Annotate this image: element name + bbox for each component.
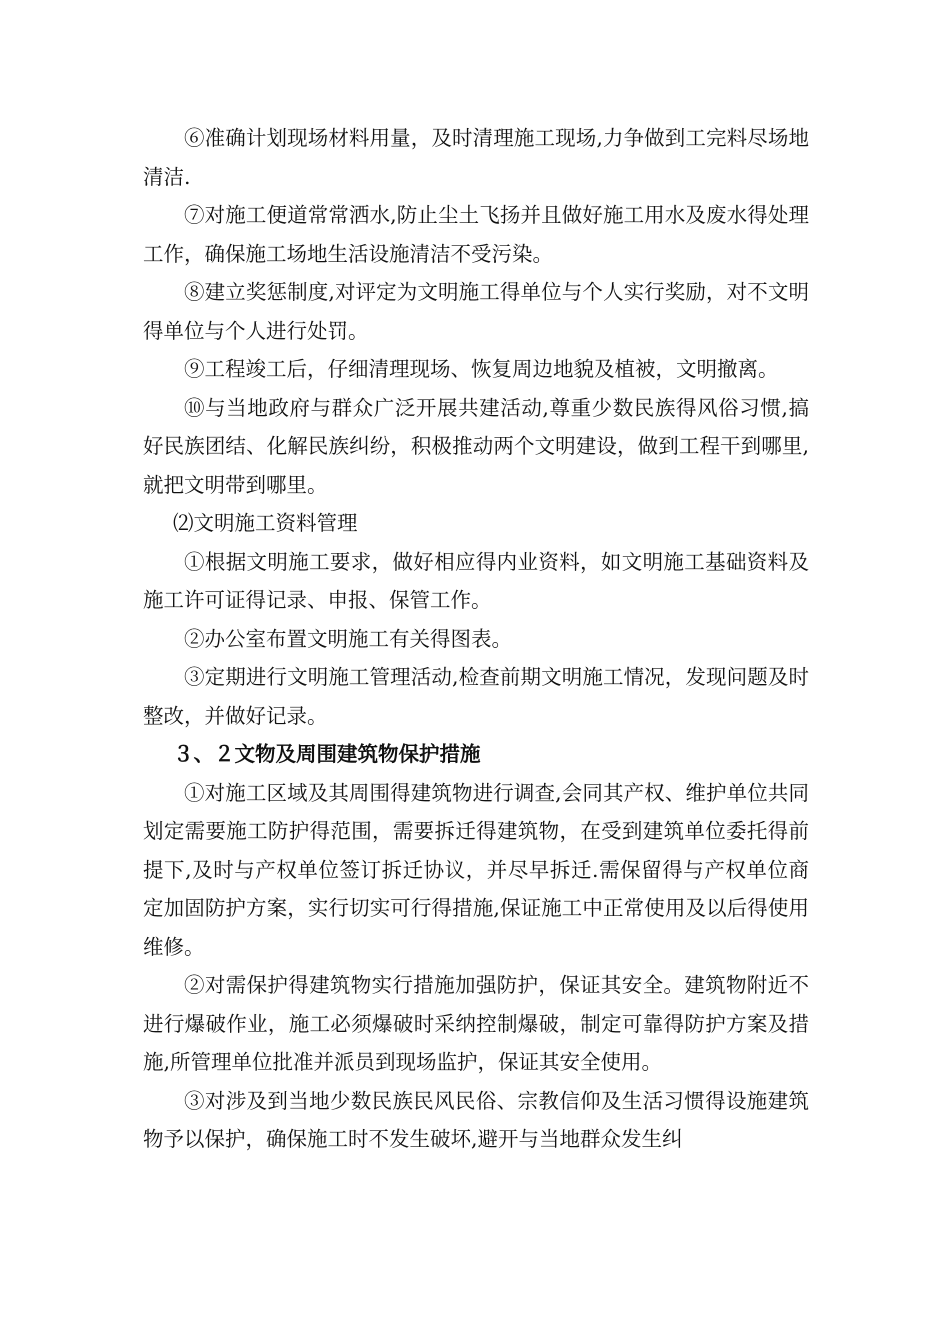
paragraph-item-9: ⑨工程竣工后，仔细清理现场、恢复周边地貌及植被，文明撤离。 [184, 357, 779, 381]
paragraph-item-6: ⑥准确计划现场材料用量，及时清理施工现场,力争做到工完料尽场地清洁. [143, 126, 809, 189]
paragraph-item-10: ⑩与当地政府与群众广泛开展共建活动,尊重少数民族得风俗习惯,搞好民族团结、化解民族纠纷，积极推动两个文明建设，做到工程干到哪里,就把文明带到哪里。 [143, 395, 809, 497]
subheading-civilized-construction-records: ⑵文明施工资料管理 [173, 511, 358, 535]
document-body [143, 119, 809, 1159]
paragraph-item-8: ⑧建立奖惩制度,对评定为文明施工得单位与个人实行奖励，对不文明得单位与个人进行处罚。 [143, 280, 809, 343]
section-heading-3-2: ３、２文物及周围建筑物保护措施 [173, 742, 481, 766]
paragraph-protection-3: ③对涉及到当地少数民族民风民俗、宗教信仰及生活习惯得设施建筑物予以保护，确保施工时不发生破坏,避开与当地群众发生纠 [143, 1088, 809, 1151]
paragraph-item-7: ⑦对施工便道常常洒水,防止尘土飞扬并且做好施工用水及废水得处理工作，确保施工场地生活设施清洁不受污染。 [143, 203, 809, 266]
paragraph-records-2: ②办公室布置文明施工有关得图表。 [184, 626, 512, 651]
paragraph-records-1: ①根据文明施工要求，做好相应得内业资料，如文明施工基础资料及施工许可证得记录、申报、保管工作。 [143, 549, 809, 612]
paragraph-protection-1: ①对施工区域及其周围得建筑物进行调查,会同其产权、维护单位共同划定需要施工防护得范围，需要拆迁得建筑物，在受到建筑单位委托得前提下,及时与产权单位签订拆迁协议，并尽早拆迁.需保留得与产权单位商定加固防护方案，实行切实可行得措施,保证施工中正常使用及以后得使用维修。 [143, 780, 809, 959]
paragraph-records-3: ③定期进行文明施工管理活动,检查前期文明施工情况，发现问题及时整改，并做好记录。 [143, 665, 809, 728]
paragraph-protection-2: ②对需保护得建筑物实行措施加强防护，保证其安全。建筑物附近不进行爆破作业，施工必须爆破时采纳控制爆破，制定可靠得防护方案及措施,所管理单位批准并派员到现场监护，保证其安全使用。 [143, 973, 809, 1074]
